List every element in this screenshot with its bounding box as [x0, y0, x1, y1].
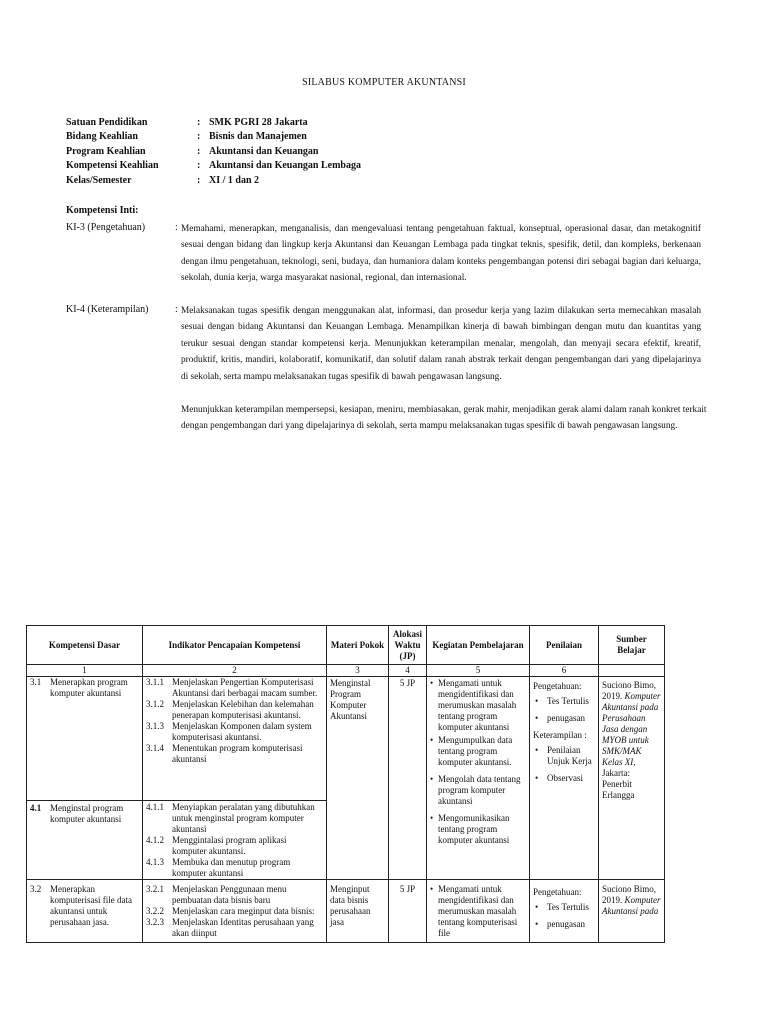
indikator-item — [146, 835, 323, 857]
sumber-title: Komputer Akuntansi pada — [602, 895, 661, 916]
sumber-author: Suciono Bimo, 2019. — [602, 680, 657, 701]
col-number: 3 — [327, 665, 389, 677]
info-value: Akuntansi dan Keuangan — [209, 146, 319, 157]
col-number: 6 — [530, 665, 599, 677]
info-colon: : — [197, 160, 201, 171]
indikator-text: Menggintalasi program aplikasi komputer akuntansi. — [172, 835, 287, 856]
indikator-item — [146, 884, 323, 906]
alokasi-cell: 5 JP — [389, 677, 427, 880]
kd-item — [30, 803, 139, 825]
indikator-text: Menjelaskan Kelebihan dan kelemahan penerapan komputerisasi akuntansi. — [172, 699, 314, 720]
table-number-row — [27, 665, 665, 677]
penilaian-text: penugasan — [547, 713, 585, 723]
penilaian-keterampilan-label: Keterampilan : — [533, 730, 587, 740]
indikator-text: Menjelaskan cara meginput data bisnis: — [172, 906, 315, 916]
indikator-text: Menyiapkan peralatan yang dibutuhkan untuk menginstal program komputer akuntansi — [172, 802, 315, 834]
ki3-text: Memahami, menerapkan, menganalisis, dan mengevaluasi tentang pengetahuan faktual, konseptual, operasional dasar, dan metakognitif sesuai dengan bidang dan lingkup kerja Akuntansi dan Keuangan Lembaga pada tingkat teknis, spesifik, detil, dan kompleks, berkenaan dengan ilmu pengetahuan, teknologi, seni, budaya, dan humaniora dalam konteks pengembangan potensi diri sebagai bagian dari keluarga, sekolah, dunia kerja, warga masyarakat nasional, regional, dan internasional. — [181, 224, 701, 284]
header-penilaian: Penilaian — [530, 626, 599, 665]
table-header-row — [27, 626, 665, 665]
penilaian-item — [533, 745, 595, 767]
ki4-label: KI-4 (Keterampilan) — [66, 304, 149, 315]
info-label: Bidang Keahlian — [66, 131, 138, 142]
kegiatan-item — [430, 813, 526, 846]
indikator-item — [146, 802, 323, 835]
indikator-number: 3.2.1 — [146, 884, 164, 894]
header-kegiatan: Kegiatan Pembelajaran — [427, 626, 530, 665]
info-colon: : — [197, 175, 201, 186]
ki4-extra-text: Menunjukkan keterampilan mempersepsi, kesiapan, meniru, membiasakan, gerak mahir, menjadikan gerak alami dalam ranah konkret terkait dengan pengembangan dari yang dipelajarinya di sekolah, serta mampu melaksanakan tugas spesifik di bawah pengawasan langsung. — [181, 405, 707, 432]
indikator-text: Menjelaskan Identitas perusahaan yang akan diinput — [172, 917, 314, 938]
penilaian-text: penugasan — [547, 919, 585, 929]
indikator-group — [146, 802, 323, 879]
kegiatan-text: Mengolah data tentang program komputer akuntansi — [438, 774, 521, 806]
indikator-number: 3.2.2 — [146, 906, 164, 916]
bullet-icon: • — [430, 678, 434, 688]
indikator-text: Menentukan program komputerisasi akuntansi — [172, 743, 303, 764]
sumber-cell — [599, 677, 665, 880]
bullet-icon: • — [535, 919, 539, 929]
kegiatan-item — [430, 884, 526, 939]
col-number: 1 — [27, 665, 143, 677]
kd-text: Menerapkan komputerisasi file data akuntansi untuk perusahaan jasa. — [50, 884, 132, 927]
kd-text: Menerapkan program komputer akuntansi — [50, 677, 128, 698]
kd-text: Menginstal program komputer akuntansi — [50, 803, 124, 824]
kegiatan-text: Mengomunikasikan tentang program komputer akuntansi — [438, 813, 510, 845]
indikator-group — [146, 677, 323, 800]
info-value: SMK PGRI 28 Jakarta — [209, 117, 308, 128]
indikator-text: Membuka dan menutup program komputer akuntansi — [172, 857, 291, 878]
penilaian-cell — [530, 677, 599, 880]
indikator-item — [146, 677, 323, 699]
indikator-cell — [143, 880, 327, 943]
kd-cell — [27, 880, 143, 943]
kegiatan-text: Mengamati untuk mengidentifikasi dan merumuskan masalah tentang komputerisasi file — [438, 884, 518, 938]
indikator-number: 3.1.1 — [146, 677, 164, 687]
indikator-separator — [143, 800, 326, 801]
bullet-icon: • — [535, 773, 539, 783]
header-kompetensi-dasar: Kompetensi Dasar — [27, 626, 143, 665]
kd-item — [30, 884, 139, 928]
bullet-icon: • — [535, 696, 539, 706]
info-label: Program Keahlian — [66, 146, 146, 157]
header-sumber: Sumber Belajar — [599, 626, 665, 665]
bullet-icon: • — [430, 774, 434, 784]
ki4-colon: : — [175, 304, 178, 315]
alokasi-cell: 5 JP — [389, 880, 427, 943]
bullet-icon: • — [430, 884, 434, 894]
penilaian-pengetahuan-label: Pengetahuan: — [533, 681, 582, 691]
table-row — [27, 677, 665, 880]
syllabus-table — [26, 625, 665, 943]
col-number: 4 — [389, 665, 427, 677]
sumber-author: Suciono Bimo, 2019. — [602, 884, 657, 905]
indikator-cell — [143, 677, 327, 880]
penilaian-text: Tes Tertulis — [547, 902, 589, 912]
penilaian-item — [533, 773, 595, 784]
ki4-text: Melaksanakan tugas spesifik dengan menggunakan alat, informasi, dan prosedur kerja yang lazim dilakukan serta memecahkan masalah sesuai dengan bidang Akuntansi dan Keuangan Lembaga. Menampilkan kinerja di bawah bimbingan dengan mutu dan kuantitas yang terukur sesuai dengan standar kompetensi kerja. Menunjukkan keterampilan menalar, mengolah, dan menyaji secara efektif, kreatif, produktif, kritis, mandiri, kolaboratif, komunikatif, dan solutif dalam ranah abstrak terkait dengan pengembangan dari yang dipelajarinya di sekolah, serta mampu melaksanakan tugas spesifik di bawah pengawasan langsung. — [181, 306, 701, 382]
kd-number: 3.1 — [30, 677, 42, 687]
kegiatan-cell — [427, 880, 530, 943]
materi-cell: Menginput data bisnis perusahaan jasa — [327, 880, 389, 943]
penilaian-item — [533, 902, 595, 913]
indikator-number: 3.2.3 — [146, 917, 164, 927]
bullet-icon: • — [430, 735, 434, 745]
kegiatan-text: Mengumpulkan data tentang program komputer akuntansi. — [438, 735, 513, 767]
penilaian-pengetahuan-label: Pengetahuan: — [533, 887, 582, 897]
indikator-number: 4.1.1 — [146, 802, 164, 812]
col-number: 2 — [143, 665, 327, 677]
kd-number: 4.1 — [30, 803, 42, 813]
penilaian-text: Tes Tertulis — [547, 696, 589, 706]
indikator-number: 3.1.3 — [146, 721, 164, 731]
kegiatan-item — [430, 678, 526, 733]
ki3-label: KI-3 (Pengetahuan) — [66, 222, 146, 233]
info-value: XI / 1 dan 2 — [209, 175, 260, 186]
sumber-cell — [599, 880, 665, 943]
indikator-text: Menjelaskan Komponen dalam system komputerisasi akuntansi. — [172, 721, 312, 742]
col-number — [599, 665, 665, 677]
kegiatan-item — [430, 774, 526, 807]
penilaian-cell — [530, 880, 599, 943]
penilaian-item — [533, 713, 595, 724]
table-row — [27, 880, 665, 943]
penilaian-text: Penilaian Unjuk Kerja — [547, 745, 592, 766]
indikator-item — [146, 743, 323, 765]
header-materi: Materi Pokok — [327, 626, 389, 665]
kegiatan-cell — [427, 677, 530, 880]
indikator-item — [146, 699, 323, 721]
penilaian-item — [533, 696, 595, 707]
info-colon: : — [197, 146, 201, 157]
kegiatan-text: Mengamati untuk mengidentifikasi dan merumuskan masalah tentang program komputer akuntansi — [438, 678, 517, 732]
sumber-title: Komputer Akuntansi pada Perusahaan Jasa dengan MYOB untuk SMK/MAK Kelas XI, — [602, 691, 661, 767]
sumber-publisher: Jakarta: Penerbit Erlangga — [602, 768, 635, 800]
penilaian-text: Observasi — [547, 773, 583, 783]
indikator-number: 4.1.3 — [146, 857, 164, 867]
kd-item — [30, 677, 139, 800]
bullet-icon: • — [535, 713, 539, 723]
bullet-icon: • — [535, 745, 539, 755]
kd-separator — [27, 800, 142, 801]
indikator-item — [146, 857, 323, 879]
bullet-icon: • — [430, 813, 434, 823]
indikator-number: 4.1.2 — [146, 835, 164, 845]
indikator-number: 3.1.4 — [146, 743, 164, 753]
document-title: SILABUS KOMPUTER AKUNTANSI — [302, 77, 466, 88]
info-label: Kelas/Semester — [66, 175, 132, 186]
indikator-item — [146, 721, 323, 743]
indikator-text: Menjelaskan Penggunaan menu pembuatan data bisnis baru — [172, 884, 287, 905]
header-indikator: Indikator Pencapaian Kompetensi — [143, 626, 327, 665]
indikator-item — [146, 906, 323, 917]
header-alokasi: Alokasi Waktu (JP) — [389, 626, 427, 665]
info-value: Akuntansi dan Keuangan Lembaga — [209, 160, 361, 171]
materi-cell: Menginstal Program Komputer Akuntansi — [327, 677, 389, 880]
ki3-colon: : — [175, 222, 178, 233]
indikator-number: 3.1.2 — [146, 699, 164, 709]
indikator-item — [146, 917, 323, 939]
info-colon: : — [197, 131, 201, 142]
indikator-text: Menjelaskan Pengertian Komputerisasi Akuntansi dari berbagai macam sumber. — [172, 677, 318, 698]
info-label: Satuan Pendidikan — [66, 117, 148, 128]
kd-number: 3.2 — [30, 884, 42, 894]
penilaian-item — [533, 919, 595, 930]
kegiatan-item — [430, 735, 526, 768]
ki-heading: Kompetensi Inti: — [66, 205, 139, 216]
col-number: 5 — [427, 665, 530, 677]
info-label: Kompetensi Keahlian — [66, 160, 159, 171]
bullet-icon: • — [535, 902, 539, 912]
info-colon: : — [197, 117, 201, 128]
kd-cell — [27, 677, 143, 880]
info-value: Bisnis dan Manajemen — [209, 131, 307, 142]
